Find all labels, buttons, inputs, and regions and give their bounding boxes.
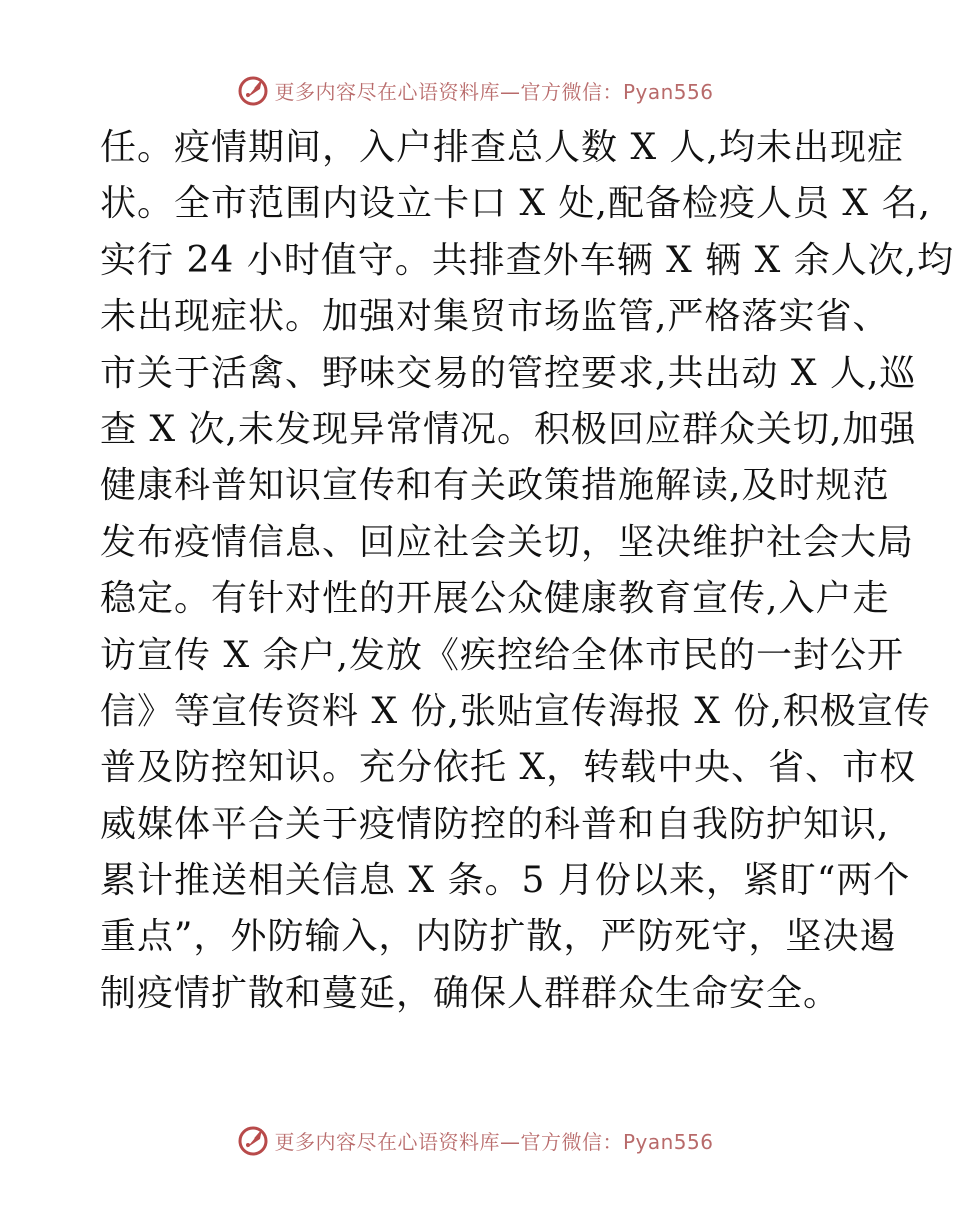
body-line: 累计推送相关信息 X 条。5 月份以来，紧盯“两个: [100, 860, 911, 902]
body-line: 发布疫情信息、回应社会关切，坚决维护社会大局: [100, 521, 915, 563]
body-line: 威媒体平合关于疫情防控的科普和自我防护知识,: [100, 803, 890, 845]
body-line: 制疫情扩散和蔓延，确保人群群众生命安全。: [100, 972, 841, 1014]
body-line: 状。全市范围内设立卡口 X 处,配备检疫人员 X 名,: [100, 183, 931, 225]
body-line: 访宣传 X 余户,发放《疾控给全体市民的一封公开: [100, 634, 904, 676]
feather-pen-logo-icon: [236, 73, 270, 107]
document-body: [100, 120, 954, 1022]
body-line: 任。疫情期间，入户排查总人数 X 人,均未出现症: [100, 127, 904, 168]
body-line: 稳定。有针对性的开展公众健康教育宣传,入户走: [100, 578, 890, 620]
feather-pen-logo-icon: [236, 1123, 270, 1157]
footer-banner: [0, 1120, 950, 1160]
header-banner-text: 更多内容尽在心语资料库—官方微信：Pyan556: [274, 79, 714, 104]
footer-banner-text: 更多内容尽在心语资料库—官方微信：Pyan556: [274, 1129, 714, 1154]
body-line: 查 X 次,未发现异常情况。积极回应群众关切,加强: [100, 408, 917, 450]
body-line: 重点”，外防输入，内防扩散，严防死守，坚决遏: [100, 916, 897, 958]
body-line: 健康科普知识宣传和有关政策措施解读,及时规范: [100, 465, 890, 507]
body-line: 普及防控知识。充分依托 X，转载中央、省、市权: [100, 747, 917, 789]
body-line: 市关于活禽、野味交易的管控要求,共出动 X 人,巡: [100, 352, 917, 394]
body-line: 未出现症状。加强对集贸市场监管,严格落实省、: [100, 296, 890, 338]
body-line: 实行 24 小时值守。共排查外车辆 X 辆 X 余人次,均: [100, 239, 954, 281]
body-line: 信》等宣传资料 X 份,张贴宣传海报 X 份,积极宣传: [100, 690, 931, 732]
header-banner: [0, 70, 950, 110]
